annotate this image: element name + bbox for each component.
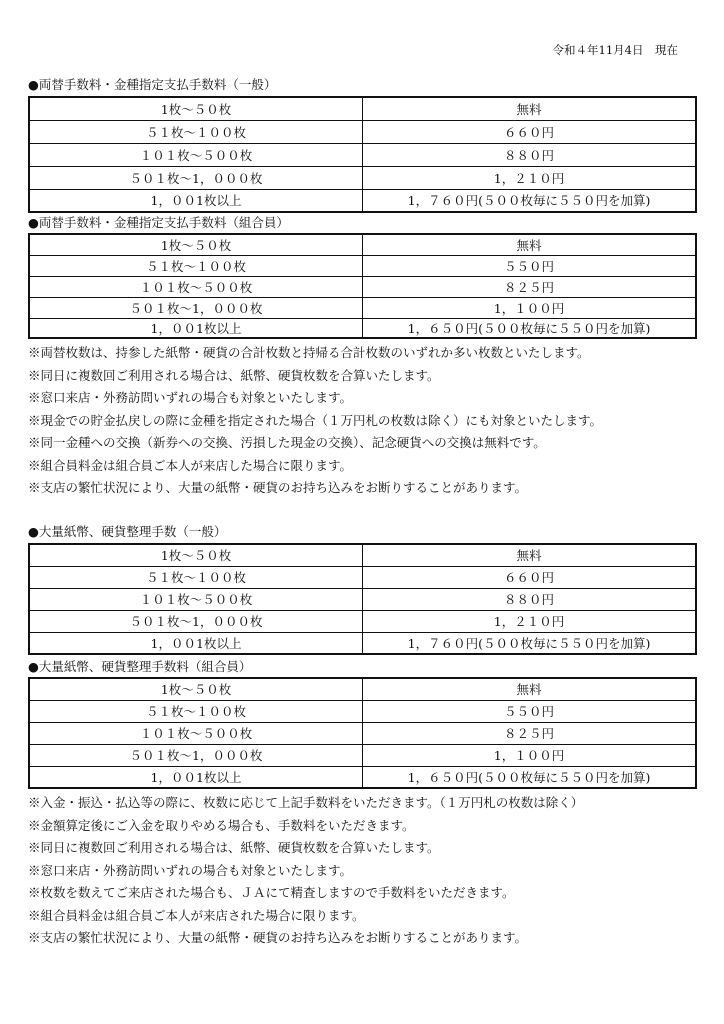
count-range-cell: ５１枚～１００枚	[29, 700, 363, 722]
count-range-cell: ５１枚～１００枚	[29, 120, 363, 143]
notes-exchange	[28, 342, 602, 500]
fee-cell: ５５０円	[363, 700, 697, 722]
table-row	[29, 276, 696, 297]
count-range-cell: １０１枚～５００枚	[29, 588, 363, 610]
fee-cell: 1，７６０円(５００枚毎に５５０円を加算)	[363, 189, 697, 212]
fee-cell: ８２５円	[363, 722, 697, 744]
count-range-cell: ５０１枚～1，０００枚	[29, 166, 363, 189]
note-line: ※支店の繁忙状況により、大量の紙幣・硬貨のお持ち込みをお断りすることがあります。	[28, 480, 528, 495]
count-range-cell: １０１枚～５００枚	[29, 722, 363, 744]
table-row	[29, 722, 696, 744]
fee-cell: ８８０円	[363, 143, 697, 166]
section-heading-bulk-general: ●大量紙幣、硬貨整理手数（一般）	[28, 524, 227, 539]
count-range-cell: １０１枚～５００枚	[29, 276, 363, 297]
table-row	[29, 143, 696, 166]
fee-cell: 無料	[363, 678, 697, 700]
note-line: ※現金での貯金払戻しの際に金種を指定された場合（１万円札の枚数は除く）にも対象といたします。	[28, 412, 603, 428]
note-line: ※金額算定後にご入金を取りやめる場合も、手数料をいただきます。	[28, 817, 415, 833]
fee-cell: 無料	[363, 544, 697, 566]
table-row	[29, 588, 696, 610]
table-row	[29, 544, 696, 566]
table-row	[29, 255, 696, 276]
table-row	[29, 610, 696, 632]
table-row	[29, 700, 696, 722]
fee-cell: ８８０円	[363, 588, 697, 610]
note-line: ※組合員料金は組合員ご本人が来店した場合に限ります。	[28, 457, 353, 473]
count-range-cell: 1枚～５０枚	[29, 544, 363, 566]
fee-table-exchange-member	[28, 233, 697, 339]
count-range-cell: 1，００1枚以上	[29, 766, 363, 788]
count-range-cell: ５０１枚～1，０００枚	[29, 744, 363, 766]
table-row	[29, 566, 696, 588]
table-row	[29, 297, 696, 318]
fee-cell: 1，２１０円	[363, 610, 697, 632]
fee-table-exchange-general	[28, 96, 697, 213]
note-line: ※入金・振込・払込等の際に、枚数に応じて上記手数料をいただきます。（１万円札の枚数は除く）	[28, 795, 584, 810]
fee-cell: 1，１００円	[363, 744, 697, 766]
table-row	[29, 234, 696, 255]
note-line: ※窓口来店・外務訪問いずれの場合も対象といたします。	[28, 390, 353, 405]
count-range-cell: 1，００1枚以上	[29, 318, 363, 338]
table-row	[29, 318, 696, 338]
note-line: ※両替枚数は、持参した紙幣・硬貨の合計枚数と持帰る合計枚数のいずれか多い枚数といたします。	[28, 345, 590, 360]
fee-cell: 1，６５０円(５００枚毎に５５０円を加算)	[363, 318, 697, 338]
fee-cell: ５５０円	[363, 255, 697, 276]
table-row	[29, 189, 696, 212]
note-line: ※同日に複数回ご利用される場合は、紙幣、硬貨枚数を合算いたします。	[28, 367, 440, 383]
count-range-cell: 1枚～５０枚	[29, 97, 363, 120]
fee-cell: 1，２１０円	[363, 166, 697, 189]
count-range-cell: 1，００1枚以上	[29, 189, 363, 212]
count-range-cell: ５０１枚～1，０００枚	[29, 610, 363, 632]
fee-cell: 無料	[363, 234, 697, 255]
note-line: ※窓口来店・外務訪問いずれの場合も対象といたします。	[28, 862, 353, 878]
fee-cell: ６６０円	[363, 120, 697, 143]
notes-bulk	[28, 792, 583, 950]
note-line: ※組合員料金は組合員ご本人が来店された場合に限ります。	[28, 907, 365, 923]
fee-table-bulk-general	[28, 543, 697, 655]
count-range-cell: 1，００1枚以上	[29, 632, 363, 654]
table-row	[29, 166, 696, 189]
count-range-cell: 1枚～５０枚	[29, 234, 363, 255]
table-row	[29, 744, 696, 766]
table-row	[29, 766, 696, 788]
count-range-cell: 1枚～５０枚	[29, 678, 363, 700]
fee-table-bulk-member	[28, 677, 697, 789]
fee-cell: 1，１００円	[363, 297, 697, 318]
table-row	[29, 632, 696, 654]
table-row	[29, 120, 696, 143]
effective-date: 令和４年11月4日 現在	[552, 43, 678, 57]
count-range-cell: １０１枚～５００枚	[29, 143, 363, 166]
note-line: ※枚数を数えてご来店された場合も、ＪＡにて精査しますので手数料をいただきます。	[28, 885, 515, 900]
fee-cell: ８２５円	[363, 276, 697, 297]
note-line: ※同日に複数回ご利用される場合は、紙幣、硬貨枚数を合算いたします。	[28, 840, 440, 855]
section-heading-bulk-member: ●大量紙幣、硬貨整理手数料（組合員）	[28, 659, 252, 674]
fee-cell: 無料	[363, 97, 697, 120]
fee-cell: 1，６５０円(５００枚毎に５５０円を加算)	[363, 766, 697, 788]
section-heading-exchange-general: ●両替手数料・金種指定支払手数料（一般）	[28, 77, 277, 92]
table-row	[29, 97, 696, 120]
count-range-cell: ５１枚～１００枚	[29, 255, 363, 276]
table-row	[29, 678, 696, 700]
fee-cell: ６６０円	[363, 566, 697, 588]
count-range-cell: ５０１枚～1，０００枚	[29, 297, 363, 318]
section-heading-exchange-member: ●両替手数料・金種指定支払手数料（組合員）	[28, 215, 289, 230]
note-line: ※同一金種への交換（新券への交換、汚損した現金の交換）、記念硬貨への交換は無料です。	[28, 435, 546, 450]
note-line: ※支店の繁忙状況により、大量の紙幣・硬貨のお持ち込みをお断りすることがあります。	[28, 930, 528, 945]
fee-cell: 1，７６０円(５００枚毎に５５０円を加算)	[363, 632, 697, 654]
count-range-cell: ５１枚～１００枚	[29, 566, 363, 588]
